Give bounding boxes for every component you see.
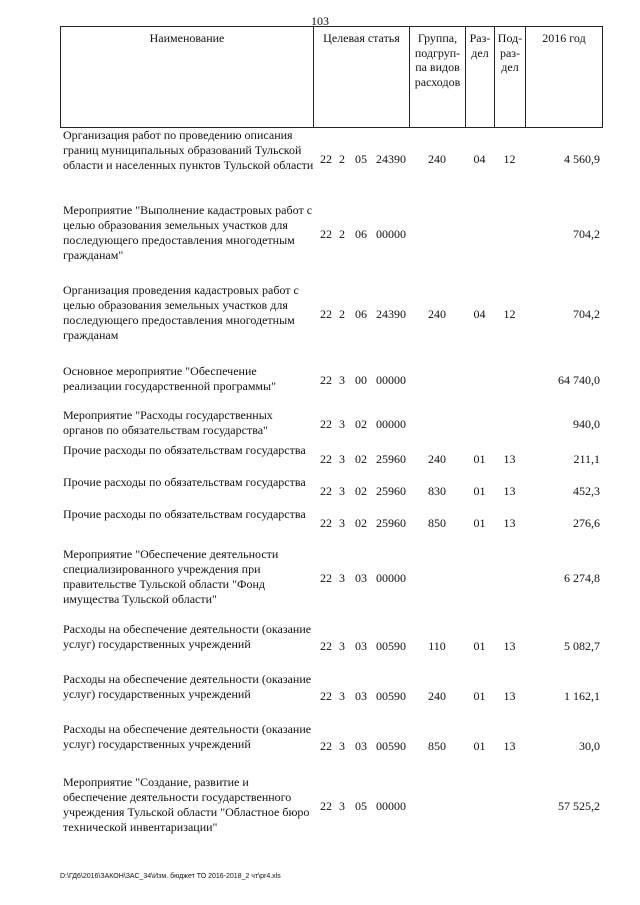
header-year [525,26,603,128]
header-section-label: Раз- дел [469,31,491,60]
amount-2016: 940,0 [573,417,600,431]
section-code: 01 [473,484,486,498]
amount-2016: 452,3 [573,484,600,498]
target-measure: 02 [355,452,367,466]
header-name [60,26,313,128]
target-measure: 06 [355,227,367,241]
header-target-label: Целевая статья [323,31,400,45]
header-group-label: Группа, подгруп- па видов расходов [414,31,461,89]
section-code: 04 [473,307,486,321]
subsection-code: 12 [503,152,516,166]
header-subsection [494,26,525,128]
target-program: 22 [320,799,332,813]
amount-2016: 5 082,7 [564,639,600,653]
target-subprogram: 3 [339,452,345,466]
section-code: 04 [473,152,486,166]
expense-group: 240 [428,452,446,466]
target-direction: 00000 [376,373,406,387]
target-program: 22 [320,373,332,387]
target-subprogram: 3 [339,739,345,753]
target-measure: 02 [355,516,367,530]
target-measure: 03 [355,571,367,585]
target-program: 22 [320,417,332,431]
section-code: 01 [473,689,486,703]
target-direction: 00000 [376,227,406,241]
target-program: 22 [320,484,332,498]
amount-2016: 6 274,8 [564,571,600,585]
header-year-label: 2016 год [542,31,586,45]
target-direction: 25960 [376,516,406,530]
target-direction: 00000 [376,799,406,813]
target-program: 22 [320,152,332,166]
target-subprogram: 3 [339,799,345,813]
target-measure: 03 [355,639,367,653]
file-path-footer: D:\ГД6\2016\ЗАКОН\ЗАС_34\Изм. бюджет ТО 2016-2018_2 чт\pr4.xls [60,873,281,880]
target-measure: 05 [355,799,367,813]
target-program: 22 [320,452,332,466]
target-direction: 24390 [376,152,406,166]
expense-group: 240 [428,152,446,166]
target-subprogram: 3 [339,516,345,530]
row-name: Организация работ по проведению описания границ муниципальных образований Тульской области и населенных пунктов Тульской области [63,128,314,172]
target-program: 22 [320,739,332,753]
target-measure: 06 [355,307,367,321]
expense-group: 850 [428,739,446,753]
row-name: Мероприятие "Создание, развитие и обеспечение деятельности государственного учреждения Тульской области "Областное бюро технической инвентаризации" [63,775,310,834]
target-measure: 02 [355,484,367,498]
target-program: 22 [320,516,332,530]
target-measure: 03 [355,739,367,753]
expense-group: 240 [428,307,446,321]
target-subprogram: 3 [339,689,345,703]
page-number: 103 [311,14,329,28]
target-direction: 00590 [376,739,406,753]
target-program: 22 [320,571,332,585]
row-name: Расходы на обеспечение деятельности (оказание услуг) государственных учреждений [63,622,312,651]
header-name-label: Наименование [149,31,225,45]
target-measure: 05 [355,152,367,166]
row-name: Прочие расходы по обязательствам государства [63,475,306,489]
row-name: Расходы на обеспечение деятельности (оказание услуг) государственных учреждений [63,722,312,751]
target-direction: 25960 [376,452,406,466]
amount-2016: 211,1 [573,452,600,466]
expense-group: 850 [428,516,446,530]
row-name: Расходы на обеспечение деятельности (оказание услуг) государственных учреждений [63,672,312,701]
section-code: 01 [473,452,486,466]
row-name: Мероприятие "Расходы государственных органов по обязательствам государства" [63,408,273,437]
target-direction: 25960 [376,484,406,498]
target-program: 22 [320,227,332,241]
expense-group: 830 [428,484,446,498]
row-name: Мероприятие "Выполнение кадастровых работ с целью образования земельных участков для последующего предоставления многодетным гражданам" [63,203,313,262]
header-subsection-label: Под- раз- дел [497,31,523,74]
header-group [409,26,465,128]
target-program: 22 [320,689,332,703]
subsection-code: 12 [503,307,516,321]
section-code: 01 [473,639,486,653]
target-program: 22 [320,307,332,321]
target-subprogram: 3 [339,484,345,498]
target-program: 22 [320,639,332,653]
amount-2016: 276,6 [573,516,600,530]
row-name: Прочие расходы по обязательствам государства [63,507,306,521]
amount-2016: 704,2 [573,227,600,241]
target-subprogram: 3 [339,373,345,387]
target-direction: 24390 [376,307,406,321]
target-direction: 00590 [376,639,406,653]
target-subprogram: 2 [339,307,345,321]
row-name: Основное мероприятие "Обеспечение реализации государственной программы" [63,364,276,393]
header-target [313,26,409,128]
amount-2016: 57 525,2 [558,799,600,813]
subsection-code: 13 [503,516,516,530]
row-name: Организация проведения кадастровых работ с целью образования земельных участков для последующего предоставления многодетным гражданам [63,283,299,342]
amount-2016: 1 162,1 [564,689,600,703]
target-subprogram: 3 [339,639,345,653]
amount-2016: 4 560,9 [564,152,600,166]
expense-group: 110 [428,639,446,653]
row-name: Прочие расходы по обязательствам государства [63,443,306,457]
target-measure: 02 [355,417,367,431]
subsection-code: 13 [503,689,516,703]
subsection-code: 13 [503,452,516,466]
row-name: Мероприятие "Обеспечение деятельности специализированного учреждения при правительстве Тульской области "Фонд имущества Тульской области" [63,547,279,606]
header-section [465,26,494,128]
section-code: 01 [473,739,486,753]
target-subprogram: 2 [339,152,345,166]
target-measure: 00 [355,373,367,387]
subsection-code: 13 [503,739,516,753]
section-code: 01 [473,516,486,530]
target-direction: 00000 [376,571,406,585]
target-direction: 00000 [376,417,406,431]
expense-group: 240 [428,689,446,703]
target-subprogram: 2 [339,227,345,241]
target-subprogram: 3 [339,571,345,585]
amount-2016: 704,2 [573,307,600,321]
amount-2016: 64 740,0 [558,373,600,387]
target-direction: 00590 [376,689,406,703]
target-subprogram: 3 [339,417,345,431]
subsection-code: 13 [503,484,516,498]
subsection-code: 13 [503,639,516,653]
amount-2016: 30,0 [579,739,600,753]
target-measure: 03 [355,689,367,703]
